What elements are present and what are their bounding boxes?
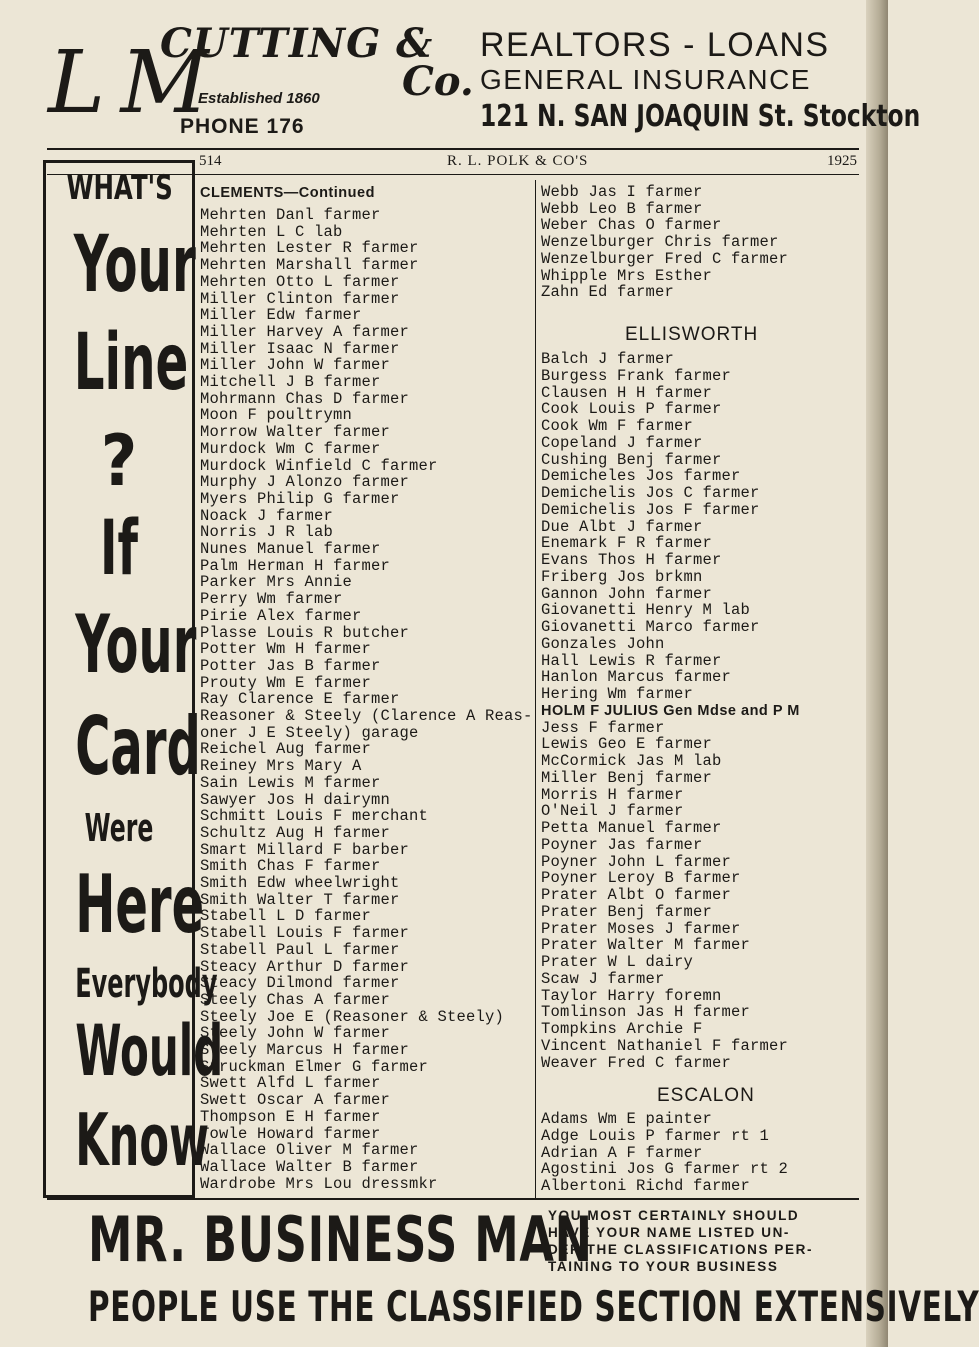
directory-entry: Mehrten Danl farmer (200, 206, 381, 224)
directory-entry: McCormick Jas M lab (541, 752, 722, 770)
directory-entry: Prater Albt O farmer (541, 886, 732, 904)
directory-entry: Enemark F R farmer (541, 534, 713, 553)
general-insurance-text: GENERAL INSURANCE (480, 64, 811, 95)
side-ad-line: Would (75, 1010, 224, 1092)
footer-note-line: TAINING TO YOUR BUSINESS (548, 1259, 779, 1274)
directory-entry: Smith Walter T farmer (200, 890, 400, 909)
directory-entry: Moon F poultrymn (200, 406, 353, 425)
footer-rule (47, 1198, 859, 1200)
directory-entry: Demichelis Jos C farmer (541, 484, 760, 502)
directory-entry: Adams Wm E painter (541, 1110, 713, 1128)
directory-entry: Mehrten Marshall farmer (200, 256, 419, 275)
directory-entry: Stabell Louis F farmer (200, 924, 410, 943)
directory-entry: Mitchell J B farmer (200, 373, 381, 391)
directory-entry: Cook Louis P farmer (541, 400, 722, 419)
directory-entry: Burgess Frank farmer (541, 366, 732, 385)
directory-entry: Webb Jas I farmer (541, 183, 703, 201)
directory-year: 1925 (827, 153, 857, 169)
directory-entry: Wallace Walter B farmer (200, 1157, 419, 1176)
side-ad-line: WHAT'S (66, 168, 173, 208)
directory-entry: Whipple Mrs Esther (541, 266, 713, 285)
directory-entry: Prater Walter M farmer (541, 936, 751, 955)
directory-entry: Sain Lewis M farmer (200, 773, 381, 792)
directory-entry: Webb Leo B farmer (541, 199, 703, 218)
directory-entry: Miller Edw farmer (200, 306, 362, 325)
directory-entry: Taylor Harry foremn (541, 986, 722, 1005)
established-text: Established 1860 (198, 90, 320, 107)
directory-entry: Friberg Jos brkmn (541, 567, 703, 586)
directory-entry: Petta Manuel farmer (541, 819, 722, 837)
directory-entry: Wallace Oliver M farmer (200, 1141, 419, 1160)
side-ad-line: Were (84, 806, 154, 850)
header-advertisement (0, 0, 921, 150)
directory-entry: Reichel Aug farmer (200, 740, 372, 759)
side-ad-line: Your (75, 598, 197, 691)
directory-entry: Stabell L D farmer (200, 907, 372, 926)
directory-entry: Poyner John L farmer (541, 852, 732, 871)
directory-entry: Gonzales John (541, 634, 665, 653)
directory-entry: Sawyer Jos H dairymn (200, 790, 391, 809)
directory-entry: Struckman Elmer G farmer (200, 1057, 429, 1076)
directory-entry: Myers Philip G farmer (200, 489, 400, 508)
side-ad-line: Your (73, 220, 196, 310)
directory-entry: Wenzelburger Fred C farmer (541, 249, 789, 268)
side-ad-line: Card (75, 700, 201, 793)
directory-entry: Wenzelburger Chris farmer (541, 233, 779, 252)
directory-entry: Agostini Jos G farmer rt 2 (541, 1160, 789, 1179)
directory-entry: Tompkins Archie F (541, 1020, 703, 1038)
directory-entry: Noack J farmer (200, 506, 334, 525)
directory-entry: Mehrten Lester R farmer (200, 239, 419, 258)
directory-entry: Steely Marcus H farmer (200, 1041, 410, 1059)
directory-entry: Murdock Wm C farmer (200, 439, 381, 458)
directory-entry: Prater W L dairy (541, 953, 694, 971)
directory-entry: Giovanetti Henry M lab (541, 601, 751, 620)
directory-entry: Plasse Louis R butcher (200, 623, 410, 642)
directory-entry: Poyner Leroy B farmer (541, 869, 741, 888)
address-text: 121 N. SAN JOAQUIN St. Stockton (480, 99, 921, 134)
directory-entry: Swett Alfd L farmer (200, 1074, 381, 1093)
directory-entry: Cushing Benj farmer (541, 450, 722, 469)
logo-monogram: L M (48, 33, 203, 133)
directory-entry: Weaver Fred C farmer (541, 1053, 732, 1072)
directory-entry: Norris J R lab (200, 523, 334, 542)
publisher-title: R. L. POLK & CO'S (447, 153, 589, 169)
directory-entry: Towle Howard farmer (200, 1124, 381, 1143)
directory-entry: Clausen H H farmer (541, 383, 713, 402)
directory-entry: Demicheles Jos farmer (541, 467, 741, 486)
directory-entry: Balch J farmer (541, 350, 675, 368)
directory-entry: Schultz Aug H farmer (200, 823, 391, 842)
directory-entry: Hanlon Marcus farmer (541, 668, 732, 687)
directory-entry: Wardrobe Mrs Lou dressmkr (200, 1174, 438, 1193)
directory-entry: Prater Moses J farmer (541, 919, 741, 938)
realtors-loans-text: REALTORS - LOANS (480, 26, 830, 64)
directory-entry: Steely John W farmer (200, 1024, 391, 1043)
directory-entry: Miller Clinton farmer (200, 289, 400, 308)
directory-entry: Potter Wm H farmer (200, 640, 372, 659)
directory-entry: Mehrten Otto L farmer (200, 272, 400, 291)
directory-entry: Miller John W farmer (200, 356, 391, 375)
directory-entry: Weber Chas O farmer (541, 216, 722, 235)
side-ad-line: If (99, 503, 139, 592)
column-divider (535, 180, 536, 1198)
directory-entry: Parker Mrs Annie (200, 573, 353, 592)
page-edge (866, 0, 888, 1347)
directory-entry: Lewis Geo E farmer (541, 735, 713, 754)
directory-entry: Smith Chas F farmer (200, 857, 381, 876)
directory-entry: Hering Wm farmer (541, 685, 694, 703)
side-ad-line: Line (73, 318, 189, 408)
directory-entry: Evans Thos H farmer (541, 551, 722, 569)
directory-entry: Steely Chas A farmer (200, 990, 391, 1009)
footer-note-line: HAVE YOUR NAME LISTED UN- (548, 1225, 791, 1240)
directory-entry: Tomlinson Jas H farmer (541, 1003, 751, 1022)
footer-note-line: YOU MOST CERTAINLY SHOULD (548, 1208, 800, 1223)
footer-tagline: PEOPLE USE THE CLASSIFIED SECTION EXTENSIVELY (88, 1282, 979, 1331)
directory-entry: Morris H farmer (541, 785, 684, 804)
directory-entry: Steacy Dilmond farmer (200, 974, 400, 993)
logo-cutting: CUTTING & (160, 20, 434, 67)
footer-headline: MR. BUSINESS MAN (88, 1203, 593, 1276)
directory-entry: O'Neil J farmer (541, 802, 684, 821)
directory-entry: Due Albt J farmer (541, 517, 703, 536)
directory-entry: Demichelis Jos F farmer (541, 500, 760, 519)
side-ad-line: Know (75, 1098, 210, 1182)
directory-entry: Swett Oscar A farmer (200, 1091, 391, 1110)
directory-entry: Pirie Alex farmer (200, 606, 362, 625)
directory-entry: Adge Louis P farmer rt 1 (541, 1126, 770, 1145)
directory-entry: Poyner Jas farmer (541, 835, 703, 854)
directory-entry: Mehrten L C lab (200, 222, 343, 241)
directory-entry: Palm Herman H farmer (200, 556, 391, 575)
directory-entry: Adrian A F farmer (541, 1143, 703, 1162)
directory-entry: Miller Isaac N farmer (200, 339, 400, 358)
directory-entry: Giovanetti Marco farmer (541, 618, 760, 636)
town-heading-ellisworth: ELLISWORTH (625, 324, 759, 345)
directory-entry: Nunes Manuel farmer (200, 540, 381, 558)
directory-entry: Copeland J farmer (541, 433, 703, 452)
directory-entry: Jess F farmer (541, 718, 665, 737)
directory-entry: Reiney Mrs Mary A (200, 757, 362, 776)
directory-entry: Smith Edw wheelwright (200, 874, 400, 892)
directory-entry: Albertoni Richd farmer (541, 1177, 751, 1196)
directory-entry: Ray Clarence E farmer (200, 690, 400, 709)
directory-entry: Murdock Winfield C farmer (200, 456, 438, 475)
directory-entry: HOLM F JULIUS Gen Mdse and P M (541, 702, 800, 719)
directory-entry: Schmitt Louis F merchant (200, 807, 429, 826)
directory-entry: Vincent Nathaniel F farmer (541, 1036, 789, 1055)
directory-entry: Steacy Arthur D farmer (200, 957, 410, 976)
directory-entry: Zahn Ed farmer (541, 283, 675, 302)
town-heading-escalon: ESCALON (657, 1085, 755, 1106)
directory-entry: Prater Benj farmer (541, 902, 713, 921)
directory-entry: Steely Joe E (Reasoner & Steely) (200, 1007, 505, 1026)
page-number: 514 (199, 153, 222, 169)
directory-entry: Smart Millard F barber (200, 840, 410, 859)
directory-entry: Miller Benj farmer (541, 768, 713, 787)
directory-entry: Mohrmann Chas D farmer (200, 389, 410, 408)
directory-entry: Prouty Wm E farmer (200, 673, 372, 692)
directory-entry: Potter Jas B farmer (200, 656, 381, 675)
side-ad-line: Here (75, 858, 205, 951)
directory-entry: Murphy J Alonzo farmer (200, 473, 410, 492)
directory-entry: Perry Wm farmer (200, 590, 343, 609)
phone-text: PHONE 176 (180, 115, 305, 138)
logo-co: Co. (402, 58, 474, 105)
directory-entry: Miller Harvey A farmer (200, 322, 410, 341)
directory-entry: Scaw J farmer (541, 969, 665, 988)
side-ad-line: Everybody (75, 961, 218, 1007)
directory-entry: Thompson E H farmer (200, 1107, 381, 1126)
directory-entry: oner J E Steely) garage (200, 723, 419, 742)
directory-entry: Cook Wm F farmer (541, 417, 694, 435)
directory-entry: Gannon John farmer (541, 584, 713, 603)
continued-heading: CLEMENTS—Continued (200, 185, 375, 201)
directory-entry: Stabell Paul L farmer (200, 940, 400, 959)
directory-entry: Hall Lewis R farmer (541, 651, 722, 670)
side-ad-line: ? (100, 420, 138, 502)
directory-entry: Morrow Walter farmer (200, 423, 391, 442)
directory-entry: Reasoner & Steely (Clarence A Reas- (200, 707, 533, 725)
footer-note-line: DER THE CLASSIFICATIONS PER- (548, 1242, 814, 1257)
